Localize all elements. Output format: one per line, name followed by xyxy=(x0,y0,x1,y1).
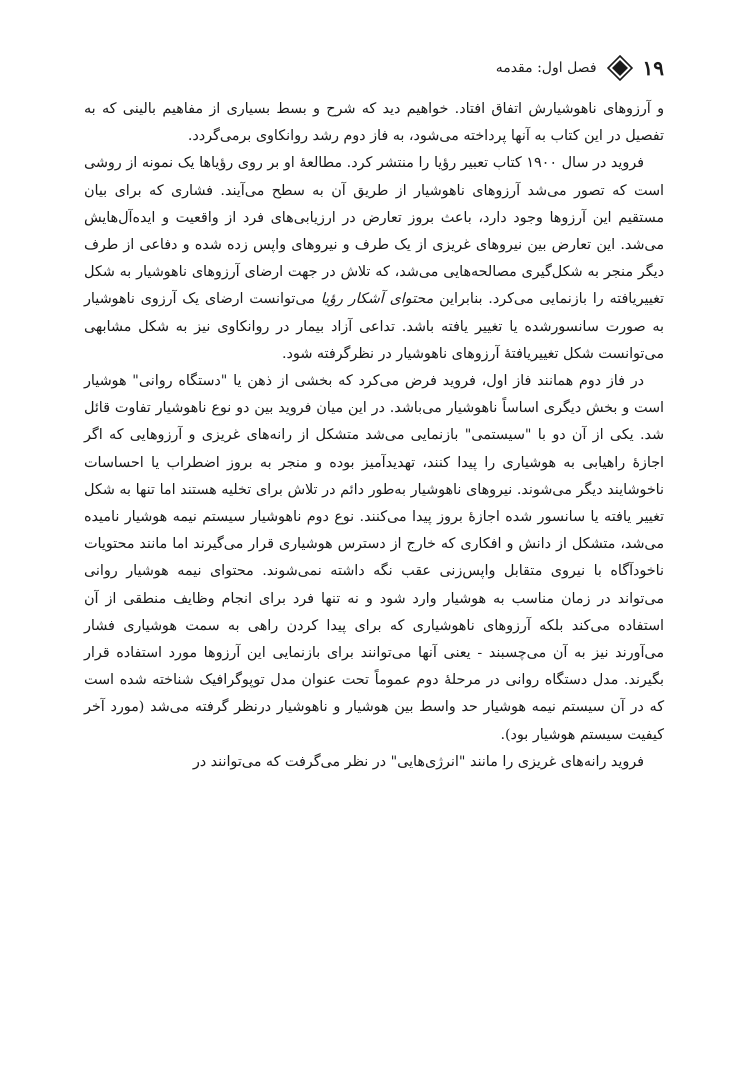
paragraph-2-italic: محتوای آشکار رؤیا xyxy=(320,291,434,308)
paragraph-2-part-1: فروید در سال ۱۹۰۰ کتاب تعبیر رؤیا را منتشر کرد. مطالعهٔ او بر روی رؤیاها یک نمونه از روشی است که تصور می‌شد آرزوهای ناهوشیار از طریق آن به سطح می‌آیند. فشاری که برای بیان مستقیم این آرزوها وجود دارد، باعث بروز تعارض در ارزیابی‌های فرد از واقعیت و ایده‌آل‌هایش می‌شد. این تعارض بین نیروهای غریزی از یک طرف و نیروهای واپس زده شده و دفاعی از طرف دیگر منجر به شکل‌گیری مصالحه‌هایی می‌شد، که تلاش در جهت ارضای آرزوهای ناهوشیار به شکل تغییریافته را بازنمایی می‌کرد. بنابراین xyxy=(84,155,665,308)
running-header xyxy=(84,48,664,88)
body-text xyxy=(84,96,664,776)
paragraph-2-part-2: می‌توانست ارضای یک آرزوی ناهوشیار به صورت سانسورشده یا تغییر یافته باشد. تداعی آزاد بیمار در روانکاوی نیز به شکل مشابهی می‌توانست شکل تغییریافتهٔ آرزوهای ناهوشیار در نظرگرفته شود. xyxy=(84,291,664,362)
paragraph-3: در فاز دوم همانند فاز اول، فروید فرض می‌کرد که بخشی از ذهن یا "دستگاه روانی" هوشیار است و بخش دیگری اساساً ناهوشیار می‌باشد. در این میان فروید بین دو نوع ناهوشیار تفاوت قائل شد. یکی از آن دو با "سیستمی" بازنمایی می‌شد متشکل از رانه‌های غریزی و آرزوهایی که اگر اجازهٔ راهیابی به هوشیاری را پیدا کنند، تهدیدآمیز بوده و منجر به بروز اضطراب یا احساسات ناخوشایند دیگر می‌شوند. نیروهای ناهوشیار به‌طور دائم در تلاش برای تخلیه هستند اما تنها به شکل تغییر یافته یا سانسور شده اجازهٔ بروز پیدا می‌کنند. نوع دوم ناهوشیار سیستم نیمه هوشیار نامیده می‌شد، متشکل از دانش و افکاری که خارج از دسترس هوشیاری قرار می‌گیرند اما مانند محتویات ناخودآگاه با نیروی متقابل واپس‌زنی عقب نگه داشته نمی‌شوند. محتوای نیمه هوشیار روانی می‌تواند در زمان مناسب به هوشیار وارد شود و نه تنها فرد برای انجام وظایف منطقی از آن استفاده می‌کند بلکه آرزوهای ناهوشیاری که برای پیدا کردن راهی به سمت هوشیاری فشار می‌آورند نیز به آن می‌چسبند - یعنی آنها می‌توانند برای بازنمایی این آرزوها مورد استفاده قرار بگیرند. مدل دستگاه روانی در مرحلهٔ دوم عموماً تحت عنوان مدل توپوگرافیک شناخته شده است که در آن سیستم نیمه هوشیار حد واسط بین هوشیار و ناهوشیار درنظر گرفته می‌شد (مورد آخر کیفیت سیستم هوشیار بود). xyxy=(84,373,664,743)
diamond-ornament-icon xyxy=(607,55,633,81)
paragraph-1: و آرزوهای ناهوشیارش اتفاق افتاد. خواهیم دید که شرح و بسط بسیاری از مفاهیم بالینی که به تفصیل در این کتاب به آنها پرداخته می‌شود، به فاز دوم رشد روانکاوی برمی‌گردد. xyxy=(84,101,664,145)
page-number: ۱۹ xyxy=(642,56,664,80)
paragraph-4: فروید رانه‌های غریزی را مانند "انرژی‌هایی" در نظر می‌گرفت که می‌توانند در xyxy=(192,753,644,770)
paragraph-2 xyxy=(84,150,664,368)
chapter-title: فصل اول: مقدمه xyxy=(495,60,597,76)
